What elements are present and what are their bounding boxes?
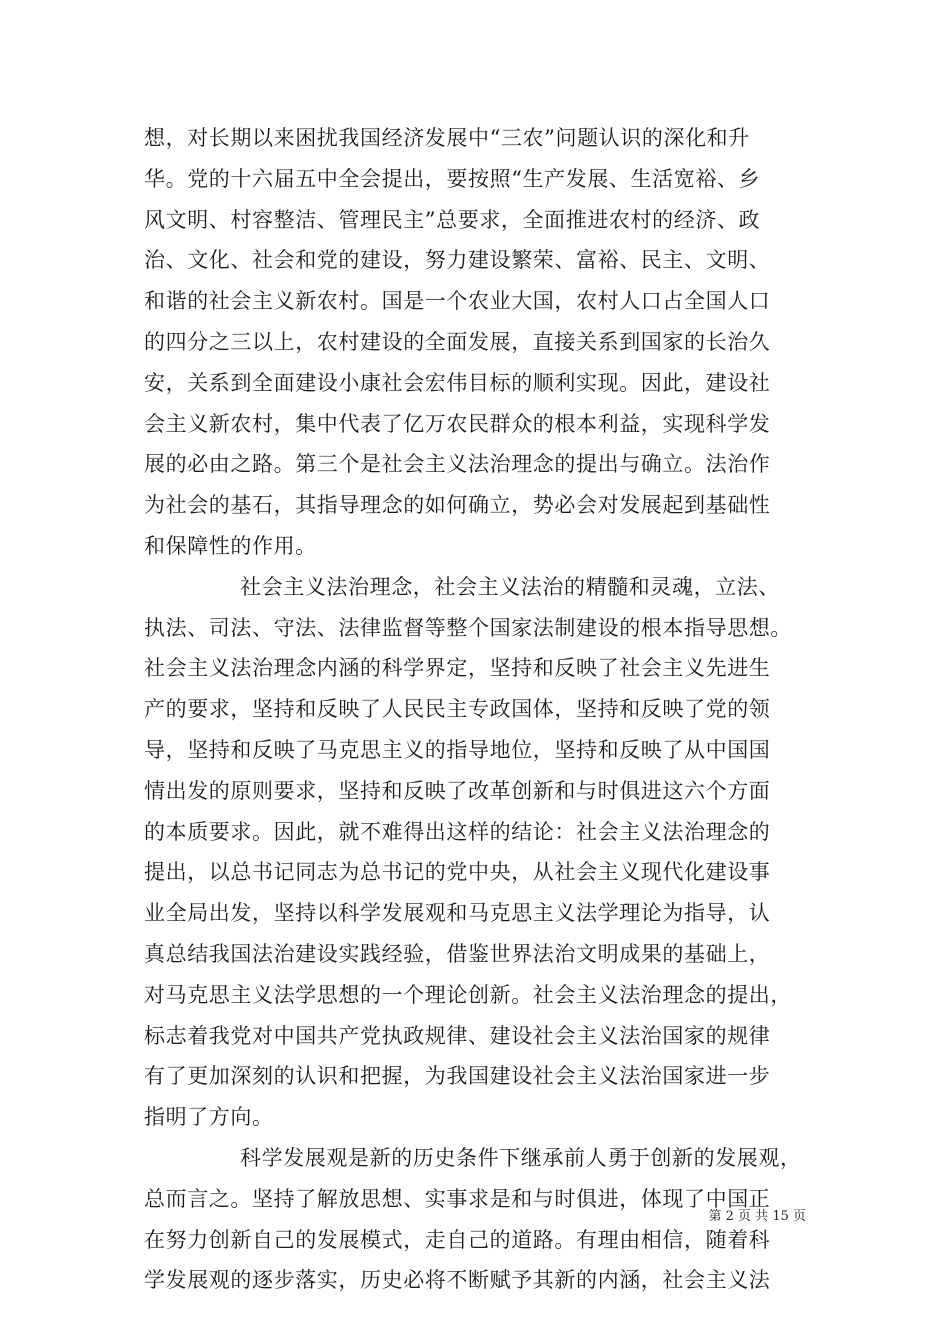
text-line: 想，对长期以来困扰我国经济发展中“三农”问题认识的深化和升 (144, 126, 750, 150)
text-line: 科学发展观是新的历史条件下继承前人勇于创新的发展观， (240, 1145, 802, 1170)
text-line: 标志着我党对中国共产党执政规律、建设社会主义法治国家的规律 (144, 1023, 771, 1048)
text-line: 学发展观的逐步落实，历史必将不断赋予其新的内涵，社会主义法 (144, 1268, 771, 1293)
text-line: 会主义新农村，集中代表了亿万农民群众的根本利益，实现科学发 (144, 411, 771, 436)
text-line: 执法、司法、守法、法律监督等整个国家法制建设的根本指导思想。 (144, 615, 792, 640)
text-line: 为社会的基石，其指导理念的如何确立，势必会对发展起到基础性 (144, 493, 771, 518)
text-line: 业全局出发，坚持以科学发展观和马克思主义法学理论为指导，认 (144, 901, 771, 926)
text-line: 真总结我国法治建设实践经验，借鉴世界法治文明成果的基础上， (144, 941, 771, 966)
text-line: 治、文化、社会和党的建设，努力建设繁荣、富裕、民主、文明、 (144, 248, 771, 273)
text-line: 导，坚持和反映了马克思主义的指导地位，坚持和反映了从中国国 (144, 737, 771, 762)
text-line: 产的要求，坚持和反映了人民民主专政国体，坚持和反映了党的领 (144, 697, 771, 722)
text-line: 在努力创新自己的发展模式，走自己的道路。有理由相信，随着科 (144, 1227, 771, 1252)
page-number-footer: 第 2 页 共 15 页 (708, 1209, 806, 1224)
body-text (144, 118, 804, 1301)
text-line: 的四分之三以上，农村建设的全面发展，直接关系到国家的长治久 (144, 329, 771, 354)
paragraph (144, 118, 804, 567)
text-line: 和保障性的作用。 (144, 533, 317, 558)
text-line: 华。党的十六届五中全会提出，要按照“生产发展、生活宽裕、乡 (144, 166, 761, 191)
text-line: 的本质要求。因此，就不难得出这样的结论：社会主义法治理念的 (144, 819, 771, 844)
text-line: 和谐的社会主义新农村。国是一个农业大国，农村人口占全国人口 (144, 289, 771, 314)
text-line: 提出，以总书记同志为总书记的党中央，从社会主义现代化建设事 (144, 860, 771, 885)
text-line: 总而言之。坚持了解放思想、实事求是和与时俱进，体现了中国正 (144, 1186, 771, 1211)
text-line: 社会主义法治理念内涵的科学界定，坚持和反映了社会主义先进生 (144, 656, 771, 681)
text-line: 展的必由之路。第三个是社会主义法治理念的提出与确立。法治作 (144, 452, 771, 477)
text-line: 社会主义法治理念，社会主义法治的精髓和灵魂，立法、 (240, 574, 780, 599)
paragraph (144, 567, 804, 1138)
text-line: 情出发的原则要求，坚持和反映了改革创新和与时俱进这六个方面 (144, 778, 771, 803)
text-line: 安，关系到全面建设小康社会宏伟目标的顺利实现。因此，建设社 (144, 370, 771, 395)
text-line: 有了更加深刻的认识和把握，为我国建设社会主义法治国家进一步 (144, 1064, 771, 1089)
text-line: 风文明、村容整洁、管理民主”总要求，全面推进农村的经济、政 (144, 207, 761, 232)
text-line: 指明了方向。 (144, 1105, 274, 1130)
text-line: 对马克思主义法学思想的一个理论创新。社会主义法治理念的提出， (144, 982, 792, 1007)
